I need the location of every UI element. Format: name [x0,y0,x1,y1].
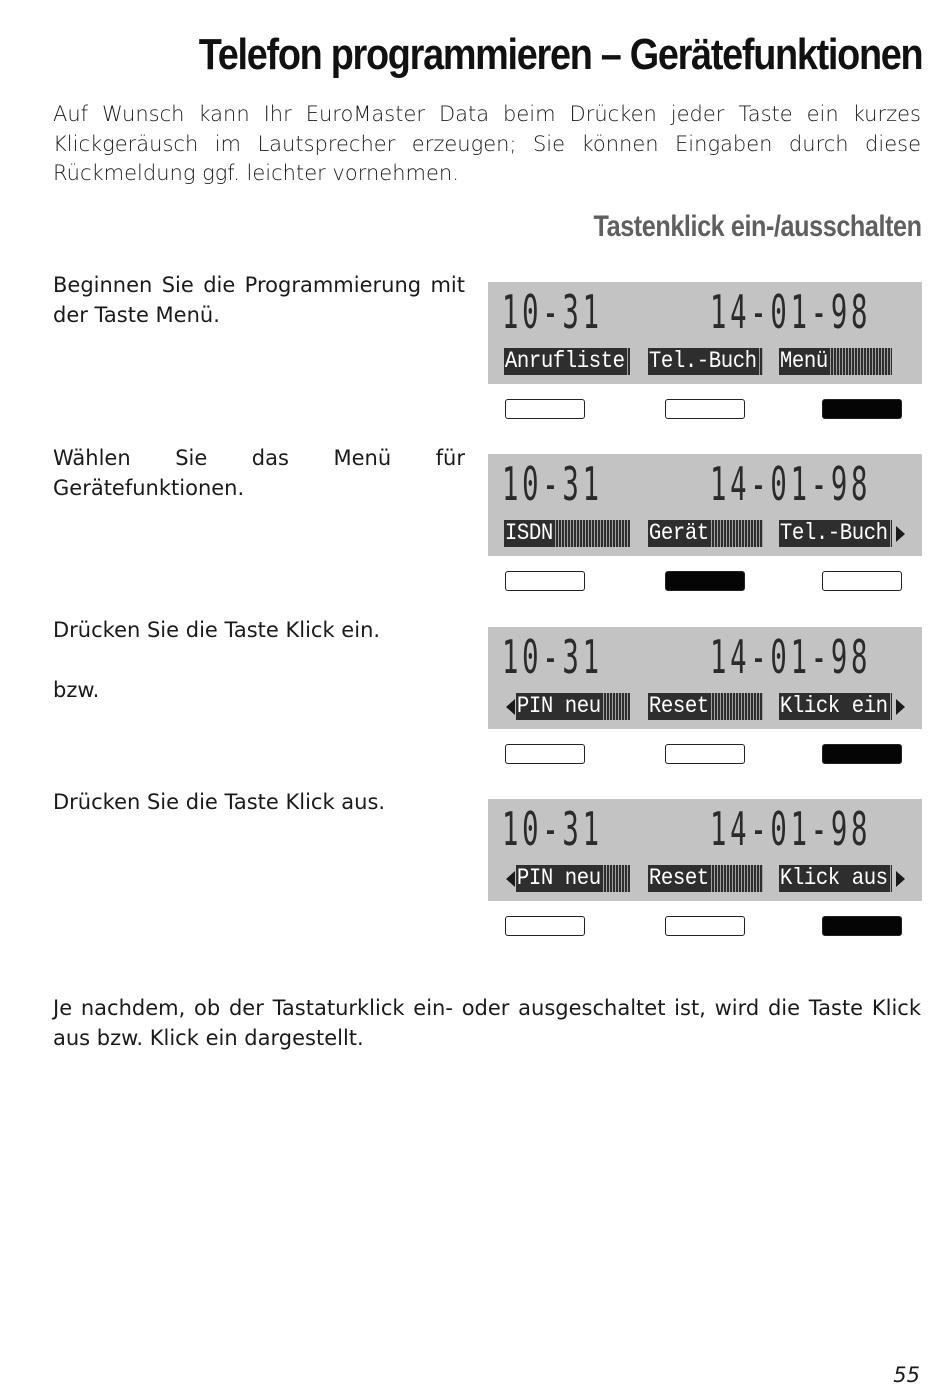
display-2-date: 10-31 [502,458,603,512]
step-4-instruction: Drücken Sie die Taste Klick aus. [53,790,386,814]
page-number: 55 [893,1363,920,1387]
display-2-button-right[interactable] [822,571,902,591]
display-3-button-left[interactable] [505,744,585,764]
scroll-right-arrow-icon [896,699,905,715]
scroll-right-arrow-icon [896,526,905,542]
display-1-time: 14-01-98 [710,286,872,340]
display-2-button-left[interactable] [505,571,585,591]
display-3-softkey-1: PIN neu [516,693,630,720]
display-1-button-middle[interactable] [665,399,745,419]
step-1-text [53,271,465,330]
display-3-softkey-2: Reset [648,693,763,720]
step-3-instruction: Drücken Sie die Taste Klick ein. [53,618,381,642]
phone-display-2 [488,454,922,556]
scroll-left-arrow-icon [506,699,515,715]
scroll-left-arrow-icon [506,871,515,887]
display-4-softkey-3: Klick aus [779,865,892,892]
display-3-time: 14-01-98 [710,631,872,685]
phone-display-3 [488,627,922,729]
page-title: Telefon programmieren – Gerätefunktionen [198,30,922,79]
phone-display-1 [488,282,922,384]
step-4-text [53,788,465,818]
step-3-alternative: bzw. [53,677,100,702]
step-3-text [53,616,465,705]
display-1-softkey-1: Anrufliste [504,348,630,375]
display-1-button-left[interactable] [505,399,585,419]
display-2-softkey-2: Gerät [648,520,763,547]
step-2-text [53,444,465,503]
display-3-button-right[interactable] [822,744,902,764]
closing-paragraph: Je nachdem, ob der Tastaturklick ein- oder ausgeschaltet ist, wird die Taste Klick aus bzw. Klick ein dargestellt. [53,996,921,1050]
display-4-softkey-2: Reset [648,865,763,892]
display-4-button-left[interactable] [505,916,585,936]
section-subtitle: Tastenklick ein-/ausschalten [593,210,922,243]
display-4-button-middle[interactable] [665,916,745,936]
phone-display-4 [488,799,922,901]
step-1-instruction: Beginnen Sie die Programmierung mit der Taste Menü. [53,273,465,327]
display-2-time: 14-01-98 [710,458,872,512]
display-1-softkey-2: Tel.-Buch [648,348,763,375]
display-3-button-middle[interactable] [665,744,745,764]
scroll-right-arrow-icon [896,871,905,887]
display-1-softkey-3: Menü [779,348,892,375]
display-2-softkey-3: Tel.-Buch [779,520,892,547]
display-4-softkey-1: PIN neu [516,865,630,892]
display-3-softkey-3: Klick ein [779,693,892,720]
display-4-date: 10-31 [502,803,603,857]
display-2-button-middle[interactable] [665,571,745,591]
display-1-date: 10-31 [502,286,603,340]
display-2-softkey-1: ISDN [504,520,630,547]
intro-paragraph: Auf Wunsch kann Ihr EuroMaster Data beim Drücken jeder Taste ein kurzes Klickgeräusch im Lautsprecher erzeugen; Sie können Eingaben durch diese Rückmeldung ggf. leichter vornehmen. [53,102,921,185]
display-1-button-right[interactable] [822,399,902,419]
display-4-button-right[interactable] [822,916,902,936]
step-2-instruction: Wählen Sie das Menü für Gerätefunktionen. [53,446,465,500]
display-3-date: 10-31 [502,631,603,685]
display-4-time: 14-01-98 [710,803,872,857]
